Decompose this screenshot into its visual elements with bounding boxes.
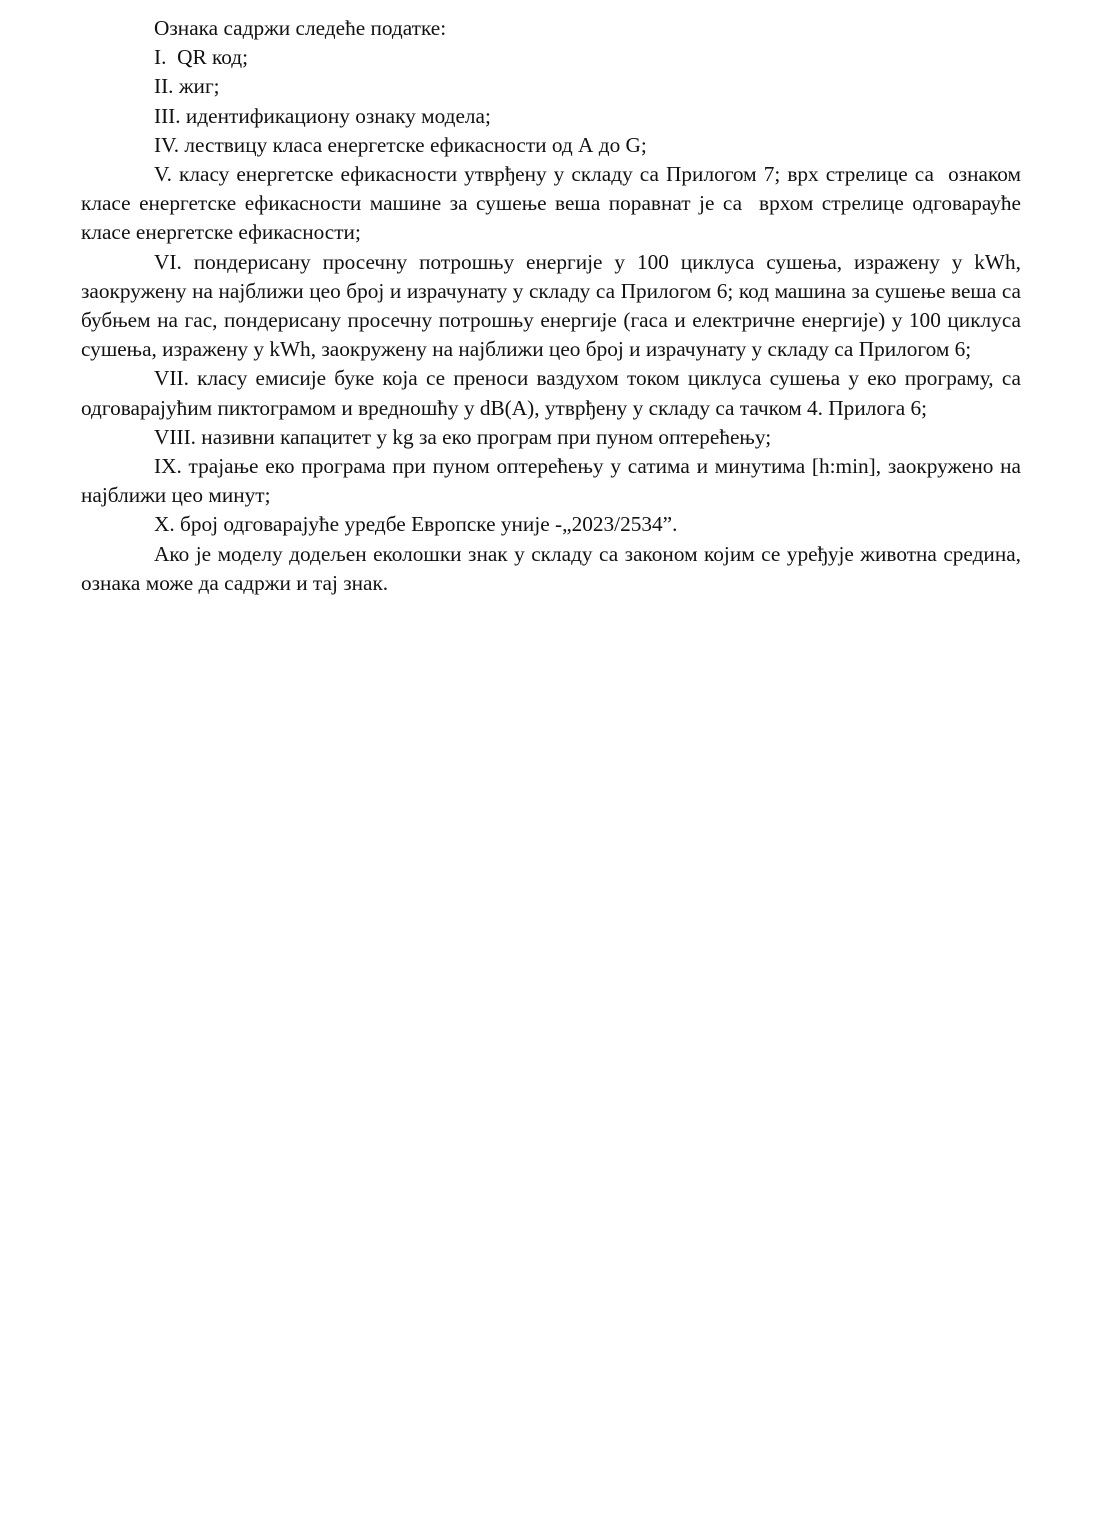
list-item-9: IX. трајање еко програма при пуном оптерећењу у сатима и минутима [h:min], заокружено на најближи цео минут; bbox=[81, 454, 1027, 508]
list-item-6: VI. пондерисану просечну потрошњу енергије у 100 циклуса сушења, изражену у kWh, заокружену на најближи цео број и израчунату у складу са Прилогом 6; код машина за сушење веша са бубњем на гас, пондерисану просечну потрошњу енергије (гаса и електричне енергије) у 100 циклуса сушења, изражену у kWh, заокружену на најближи цео број и израчунату у складу са Прилогом 6; bbox=[81, 249, 1027, 362]
document-body bbox=[81, 14, 1027, 598]
intro-paragraph: Ознака садржи следеће податке: bbox=[154, 16, 447, 40]
list-item-5: V. класу енергетске ефикасности утврђену у складу са Прилогом 7; врх стрелице са ознаком класе енергетске ефикасности машине за сушење веша поравнат је са врхом стрелице одговарауће класе енергетске ефикасности; bbox=[81, 162, 1027, 245]
list-item-10: X. број одговарајуће уредбе Европске уније -„2023/2534”. bbox=[154, 512, 678, 537]
list-item-2: II. жиг; bbox=[154, 74, 220, 99]
list-item-8: VIII. називни капацитет у kg за еко програм при пуном оптерећењу; bbox=[154, 424, 772, 449]
list-item-7: VII. класу емисије буке која се преноси ваздухом током циклуса сушења у еко програму, са одговарајућим пиктограмом и вредношћу у dB(A), утврђену у складу са тачком 4. Прилога 6; bbox=[81, 366, 1027, 420]
list-item-4: IV. лествицу класа енергетске ефикасности од А до G; bbox=[154, 132, 647, 157]
closing-paragraph: Ако је моделу додељен еколошки знак у складу са законом којим се уређује животна средина, ознака може да садржи и тај знак. bbox=[81, 541, 1027, 595]
list-item-1: I. QR код; bbox=[154, 45, 249, 70]
list-item-3: III. идентификациону ознаку модела; bbox=[154, 103, 491, 128]
